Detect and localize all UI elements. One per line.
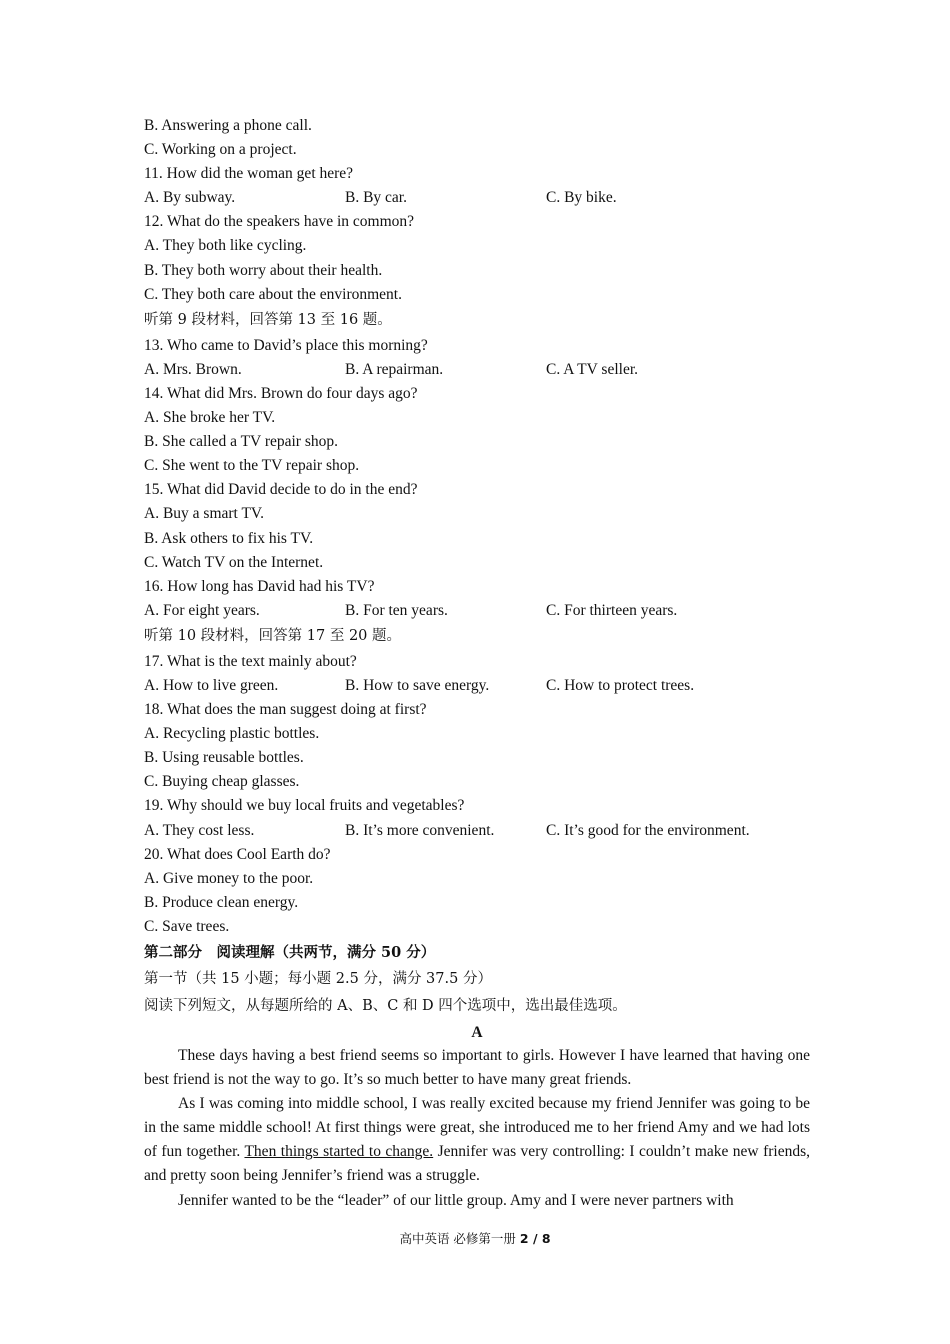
option-a: A. She broke her TV. [144,409,276,427]
passage-paragraph-1: These days having a best friend seems so important to girls. However I have learned that having one best friend is not the way to go. It’s so much better to have many great friends. [144,1047,810,1089]
option-line: B. Answering a phone call. [144,117,312,134]
option-b: B. They both worry about their health. [144,261,383,279]
option-b: B. It’s more convenient. [345,821,495,839]
question-13: 13. Who came to David’s place this morning? [144,336,428,354]
q17-options [144,674,810,698]
section-9-heading: 听第 9 段材料，回答第 13 至 16 题。 [144,311,392,328]
option-a: A. By subway. [144,189,236,207]
option-b: B. A repairman. [345,360,444,378]
option-a: A. They cost less. [144,821,255,839]
option-b: B. For ten years. [345,601,448,619]
section-10-heading: 听第 10 段材料，回答第 17 至 20 题。 [144,627,402,644]
passage-label: A [471,1024,483,1041]
option-c: C. Watch TV on the Internet. [144,553,324,571]
question-17: 17. What is the text mainly about? [144,652,357,670]
option-b: B. Ask others to fix his TV. [144,529,314,547]
passage-paragraph-3: Jennifer wanted to be the “leader” of our little group. Amy and I were never partners with [178,1191,734,1209]
question-18: 18. What does the man suggest doing at first? [144,701,427,719]
paragraph-text: Jennifer was very controlling: I couldn’t make new friends, and pretty soon being Jennifer’s friend was a struggle. [144,1143,810,1185]
option-c: C. How to protect trees. [546,676,695,694]
footer-book-title: 高中英语 必修第一册 [399,1231,520,1246]
q11-options [144,186,810,210]
option-b: B. How to save energy. [345,676,490,694]
q13-options [144,358,810,382]
question-11: 11. How did the woman get here? [144,165,354,183]
option-c: C. She went to the TV repair shop. [144,457,360,475]
question-20: 20. What does Cool Earth do? [144,845,331,863]
option-c: C. A TV seller. [546,360,639,378]
page-number: 2 / 8 [519,1231,551,1246]
question-12: 12. What do the speakers have in common? [144,213,415,231]
option-line: C. Working on a project. [144,141,297,159]
question-14: 14. What did Mrs. Brown do four days ago? [144,384,418,402]
option-b: B. Using reusable bottles. [144,749,304,767]
underlined-sentence: Then things started to change. [244,1143,434,1161]
option-c: C. They both care about the environment. [144,285,402,303]
question-19: 19. Why should we buy local fruits and vegetables? [144,797,465,815]
option-a: A. How to live green. [144,676,279,694]
option-c: C. It’s good for the environment. [546,821,750,839]
option-c: C. By bike. [546,189,617,207]
section-1-title: 第一节（共 15 小题；每小题 2.5 分，满分 37.5 分） [144,971,492,987]
option-a: A. For eight years. [144,601,260,619]
option-c: C. Save trees. [144,917,230,935]
question-16: 16. How long has David had his TV? [144,577,375,595]
option-b: B. By car. [345,189,407,207]
option-b: B. She called a TV repair shop. [144,433,338,451]
q19-options [144,819,810,843]
exam-page [144,114,810,1213]
option-a: A. Give money to the poor. [144,869,314,887]
passage-paragraph-2 [144,1092,810,1188]
part-2-title: 第二部分 阅读理解（共两节，满分 50 分） [144,944,436,961]
paragraph-text: As I was coming into middle school, I was really excited because my friend Jennifer was going to be in the same middle school! At first things were great, she introduced me to her friend Amy and we had lots of fun together. [144,1095,810,1161]
question-15: 15. What did David decide to do in the end? [144,481,418,499]
option-c: C. For thirteen years. [546,601,678,619]
option-a: A. Recycling plastic bottles. [144,725,320,743]
q16-options [144,599,810,623]
page-footer [0,1229,950,1247]
option-a: A. Mrs. Brown. [144,360,242,378]
option-a: A. Buy a smart TV. [144,505,264,523]
option-a: A. They both like cycling. [144,237,307,255]
option-b: B. Produce clean energy. [144,893,299,911]
option-c: C. Buying cheap glasses. [144,773,300,791]
reading-instructions: 阅读下列短文，从每题所给的 A、B、C 和 D 四个选项中，选出最佳选项。 [144,998,627,1014]
